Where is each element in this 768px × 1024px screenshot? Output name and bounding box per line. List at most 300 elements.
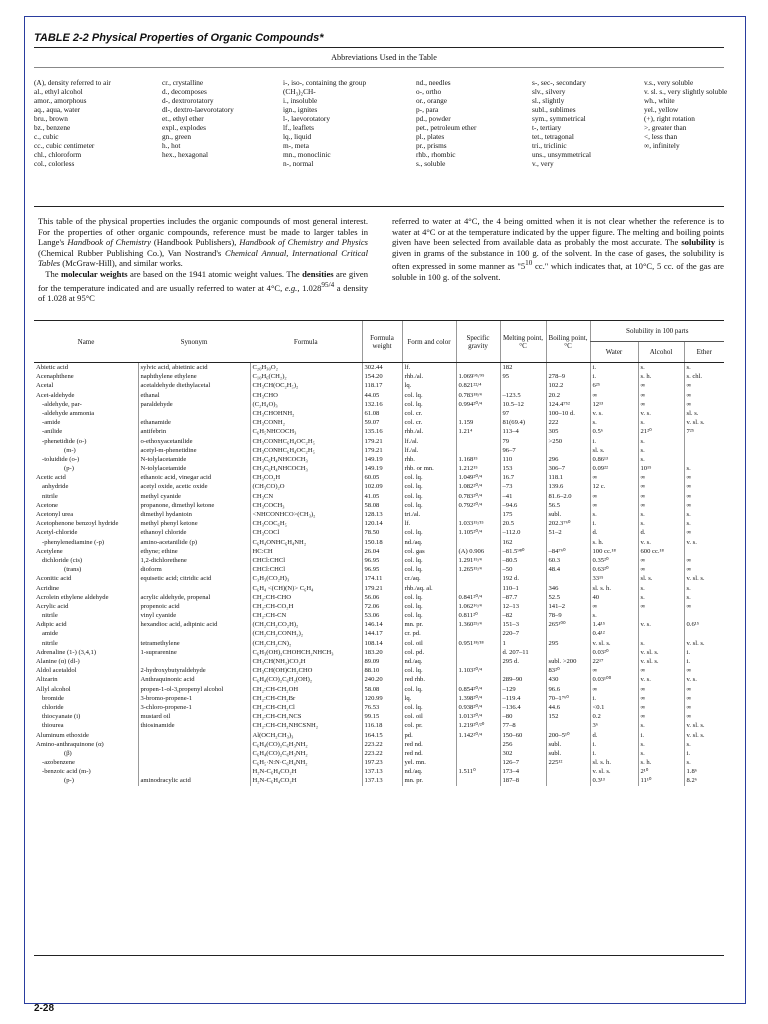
cell-formula: C₃H₃(CO₂H)₃ <box>250 574 362 583</box>
cell-ether <box>684 611 724 620</box>
table-row <box>34 657 724 666</box>
cell-alcohol: v. sl. s. <box>638 657 684 666</box>
table-row <box>34 712 724 721</box>
cell-boiling-point: 83²⁰ <box>546 666 590 675</box>
cell-boiling-point: 278–9 <box>546 372 590 381</box>
properties-table <box>34 320 724 786</box>
cell-water: 22¹⁷ <box>590 657 638 666</box>
abbreviation-entry: pet., petroleum ether <box>416 123 477 132</box>
cell-boiling-point: 152 <box>546 712 590 721</box>
cell-form-color: red rhb. <box>402 675 456 684</box>
cell-water: v. sl. s. <box>590 639 638 648</box>
abbreviation-entry: tet., tetragonal <box>532 132 574 141</box>
abbreviation-entry: chl., chloroform <box>34 150 82 159</box>
cell-formula-weight: 144.17 <box>362 629 402 638</box>
cell-specific-gravity: 1.033¹⁵/¹⁵ <box>456 519 500 528</box>
cell-water: i. <box>590 363 638 373</box>
cell-ether: sl. s. <box>684 409 724 418</box>
cell-specific-gravity: 1.265¹⁵/⁴ <box>456 565 500 574</box>
abbreviation-entry: l-, laevorotatory <box>283 114 331 123</box>
cell-form-color: red nd. <box>402 749 456 758</box>
cell-boiling-point: >250 <box>546 437 590 446</box>
cell-water: v. sl. s. <box>590 767 638 776</box>
cell-formula-weight: 78.50 <box>362 528 402 537</box>
table-row <box>34 694 724 703</box>
abbreviation-entry: c., cubic <box>34 132 59 141</box>
cell-formula: CH₃COCH₃ <box>250 501 362 510</box>
abbreviation-column <box>416 78 476 168</box>
cell-formula: CH₃CONHC₆H₄OC₂H₅ <box>250 437 362 446</box>
cell-alcohol: v. s. <box>638 409 684 418</box>
cell-water: ∞ <box>590 391 638 400</box>
cell-ether: ∞ <box>684 703 724 712</box>
cell-specific-gravity <box>456 437 500 446</box>
cell-formula-weight: 223.22 <box>362 749 402 758</box>
cell-formula: CH₃CO₂H <box>250 473 362 482</box>
table-row <box>34 675 724 684</box>
table-row <box>34 574 724 583</box>
cell-form-color: col. lq. <box>402 492 456 501</box>
table-row <box>34 584 724 593</box>
title-rule <box>34 47 724 48</box>
cell-formula-weight: 137.13 <box>362 767 402 776</box>
abbreviation-entry: nd., needles <box>416 78 451 87</box>
cell-synonym: acetaldehyde diethylacetal <box>138 381 250 390</box>
abbreviations-rule <box>34 67 724 68</box>
cell-form-color: mn. pr. <box>402 620 456 629</box>
cell-formula: CH₂:CH-CH₂Br <box>250 694 362 703</box>
cell-formula-weight: 149.19 <box>362 464 402 473</box>
table-row <box>34 464 724 473</box>
cell-formula-weight: 120.14 <box>362 519 402 528</box>
cell-alcohol: v. s. <box>638 620 684 629</box>
abbreviation-entry: al., ethyl alcohol <box>34 87 83 96</box>
cell-formula-weight: 135.16 <box>362 427 402 436</box>
cell-specific-gravity <box>456 648 500 657</box>
header-water: Water <box>590 342 638 363</box>
abbreviation-entry: or., orange <box>416 96 448 105</box>
abbreviation-entry: d., decomposes <box>162 87 207 96</box>
cell-specific-gravity: 0.854²⁰/⁴ <box>456 685 500 694</box>
cell-name: -phenetidide (o-) <box>42 437 87 445</box>
abbreviation-entry: amor., amorphous <box>34 96 87 105</box>
cell-formula-weight: 56.06 <box>362 593 402 602</box>
cell-ether: ∞ <box>684 482 724 491</box>
cell-form-color: col. lq. <box>402 482 456 491</box>
cell-boiling-point <box>546 446 590 455</box>
cell-synonym: propanone, dimethyl ketone <box>138 501 250 510</box>
cell-formula-weight: 223.22 <box>362 740 402 749</box>
cell-melting-point <box>500 381 546 390</box>
abbreviation-entry: <, less than <box>644 132 678 141</box>
cell-boiling-point: subl. <box>546 510 590 519</box>
cell-alcohol: ∞ <box>638 703 684 712</box>
cell-formula-weight: 58.08 <box>362 501 402 510</box>
table-row <box>34 620 724 629</box>
cell-name: (trans) <box>64 566 82 574</box>
cell-melting-point: 79 <box>500 437 546 446</box>
cell-melting-point: –41 <box>500 492 546 501</box>
page-number: 2-28 <box>34 1003 55 1014</box>
cell-name: Acrylic acid <box>36 602 69 610</box>
abbreviation-entry: ign., ignites <box>283 105 318 114</box>
cell-water: d. <box>590 528 638 537</box>
cell-alcohol: s. <box>638 510 684 519</box>
cell-synonym: N-tolylacetamide <box>138 455 250 464</box>
cell-name: -aldehyde, par- <box>42 400 82 408</box>
cell-alcohol: s. <box>638 593 684 602</box>
cell-form-color: red nd. <box>402 740 456 749</box>
cell-water: sl. s. h. <box>590 758 638 767</box>
cell-form-color: col. gas <box>402 547 456 556</box>
cell-form-color: nd./aq. <box>402 657 456 666</box>
cell-synonym: vinyl cyanide <box>138 611 250 620</box>
cell-melting-point: 151–3 <box>500 620 546 629</box>
header-formula-weight: Formula weight <box>362 321 402 363</box>
cell-specific-gravity <box>456 776 500 785</box>
cell-name: Alizarin <box>36 676 58 684</box>
cell-form-color: nd./aq. <box>402 538 456 547</box>
cell-specific-gravity <box>456 740 500 749</box>
cell-alcohol: ∞ <box>638 482 684 491</box>
cell-form-color: lf./al. <box>402 446 456 455</box>
cell-boiling-point: 100–10 d. <box>546 409 590 418</box>
table-row <box>34 648 724 657</box>
cell-synonym <box>138 767 250 776</box>
cell-specific-gravity: 1.142²⁰/⁴ <box>456 731 500 740</box>
cell-specific-gravity: 1.168¹⁵ <box>456 455 500 464</box>
cell-water: <0.1 <box>590 703 638 712</box>
cell-melting-point: –94.6 <box>500 501 546 510</box>
cell-melting-point: –119.4 <box>500 694 546 703</box>
cell-specific-gravity: 1.219²⁰/²⁰ <box>456 721 500 730</box>
abbreviation-entry: expl., explodes <box>162 123 206 132</box>
cell-alcohol: s. <box>638 455 684 464</box>
cell-boiling-point <box>546 721 590 730</box>
cell-specific-gravity: 1.159 <box>456 418 500 427</box>
cell-formula: <NHCONHCO>(CH₃)₂ <box>250 510 362 519</box>
cell-name: bromide <box>42 694 64 702</box>
table-row <box>34 758 724 767</box>
cell-name: -toluidide (o-) <box>42 455 80 463</box>
table-row <box>34 372 724 381</box>
cell-alcohol: ∞ <box>638 501 684 510</box>
cell-specific-gravity: 0.938²⁰/⁴ <box>456 703 500 712</box>
cell-formula-weight: 179.21 <box>362 437 402 446</box>
cell-boiling-point: 139.6 <box>546 482 590 491</box>
cell-formula-weight: 154.20 <box>362 372 402 381</box>
cell-formula: C₆H₄(CO)₂C₆H₃NH₂ <box>250 749 362 758</box>
cell-boiling-point <box>546 574 590 583</box>
cell-formula: CHCl:CHCl <box>250 565 362 574</box>
cell-melting-point: 110–1 <box>500 584 546 593</box>
cell-synonym: 3-chloro-propene-1 <box>138 703 250 712</box>
abbreviation-entry: mn., monoclinic <box>283 150 331 159</box>
cell-ether: s. <box>684 363 724 373</box>
cell-alcohol <box>638 611 684 620</box>
abbreviations-bottom-rule <box>34 206 724 207</box>
cell-specific-gravity: 1.21⁴ <box>456 427 500 436</box>
abbreviation-entry: (A), density referred to air <box>34 78 111 87</box>
cell-formula: C₆H₅NHCOCH₃ <box>250 427 362 436</box>
cell-name: dichloride (cis) <box>42 556 83 564</box>
cell-melting-point: 153 <box>500 464 546 473</box>
cell-formula-weight: 89.09 <box>362 657 402 666</box>
cell-specific-gravity <box>456 510 500 519</box>
cell-formula: C₆H₃(OH)₂CHOHCH₂NHCH₃ <box>250 648 362 657</box>
abbreviation-entry: cr., crystalline <box>162 78 204 87</box>
cell-synonym: tetramethylene <box>138 639 250 648</box>
cell-water: i. <box>590 519 638 528</box>
cell-name: nitrile <box>42 639 58 647</box>
cell-form-color: col. lq. <box>402 501 456 510</box>
cell-boiling-point: 118.1 <box>546 473 590 482</box>
cell-formula: CH₃CHO <box>250 391 362 400</box>
cell-formula-weight: 150.18 <box>362 538 402 547</box>
cell-synonym: equisetic acid; citridic acid <box>138 574 250 583</box>
abbreviation-entry: v.s., very soluble <box>644 78 694 87</box>
abbreviation-entry: pr., prisms <box>416 141 447 150</box>
abbreviation-entry: (+), right rotation <box>644 114 695 123</box>
cell-melting-point: –123.5 <box>500 391 546 400</box>
table-row <box>34 381 724 390</box>
cell-ether: i. <box>684 749 724 758</box>
cell-alcohol: s. <box>638 639 684 648</box>
abbreviation-entry: tri., triclinic <box>532 141 567 150</box>
cell-formula: CHCl:CHCl <box>250 556 362 565</box>
cell-boiling-point <box>546 776 590 785</box>
cell-synonym <box>138 584 250 593</box>
cell-formula: (CH₂CH₂CONH₂)₂ <box>250 629 362 638</box>
cell-form-color: rhb./aq. al. <box>402 584 456 593</box>
table-row <box>34 639 724 648</box>
cell-form-color: rhb. <box>402 455 456 464</box>
table-row <box>34 666 724 675</box>
cell-specific-gravity <box>456 749 500 758</box>
cell-boiling-point: 202.3⁷⁶⁰ <box>546 519 590 528</box>
abbreviation-entry: m-, meta <box>283 141 309 150</box>
cell-alcohol: s. <box>638 749 684 758</box>
cell-melting-point: 10.5–12 <box>500 400 546 409</box>
cell-boiling-point: 48.4 <box>546 565 590 574</box>
cell-formula: CH₂:CH-CH₂NHCSNH₂ <box>250 721 362 730</box>
cell-name: -amide <box>42 419 61 427</box>
abbreviation-entry: pl., plates <box>416 132 445 141</box>
cell-alcohol: s. <box>638 519 684 528</box>
abbreviation-entry: s., soluble <box>416 159 446 168</box>
cell-water: i. <box>590 437 638 446</box>
cell-name: (m-) <box>64 446 76 454</box>
cell-synonym: thiosinamide <box>138 721 250 730</box>
cell-water: 0.2 <box>590 712 638 721</box>
cell-boiling-point: 296 <box>546 455 590 464</box>
cell-formula: CH₃C₆H₄NHCOCH₃ <box>250 455 362 464</box>
cell-form-color: col. lq. <box>402 391 456 400</box>
cell-synonym: 1,2-dichlorethene <box>138 556 250 565</box>
cell-synonym <box>138 657 250 666</box>
cell-ether: s. <box>684 464 724 473</box>
cell-ether: ∞ <box>684 391 724 400</box>
cell-boiling-point: 52.5 <box>546 593 590 602</box>
cell-alcohol: 2¹⁰ <box>638 767 684 776</box>
cell-formula: C₆H₄(CO)₂C₆H₃NH₂ <box>250 740 362 749</box>
table-row <box>34 519 724 528</box>
cell-water: 0.5⁶ <box>590 427 638 436</box>
cell-form-color: col. oil <box>402 712 456 721</box>
abbreviation-entry: v., very <box>532 159 554 168</box>
cell-form-color: col. lq. <box>402 565 456 574</box>
cell-synonym: acetyl oxide, acetic oxide <box>138 482 250 491</box>
cell-formula: Al(OCH₂CH₃)₃ <box>250 731 362 740</box>
cell-melting-point: 192 d. <box>500 574 546 583</box>
cell-melting-point: 97 <box>500 409 546 418</box>
cell-water: sl. s. <box>590 446 638 455</box>
cell-ether: s. <box>684 519 724 528</box>
cell-specific-gravity: 0.783¹⁸/⁴ <box>456 391 500 400</box>
cell-boiling-point: 78–9 <box>546 611 590 620</box>
cell-form-color: col. lq. <box>402 556 456 565</box>
cell-water: 12¹³ <box>590 400 638 409</box>
cell-specific-gravity: 0.811²⁰ <box>456 611 500 620</box>
cell-form-color: rhb./al. <box>402 427 456 436</box>
header-alcohol: Alcohol <box>638 342 684 363</box>
cell-formula-weight: 146.14 <box>362 620 402 629</box>
cell-name: chloride <box>42 703 64 711</box>
header-boiling-point: Boiling point, °C <box>546 321 590 363</box>
cell-form-color: col. lq. <box>402 703 456 712</box>
cell-ether: v. sl. s. <box>684 731 724 740</box>
cell-melting-point: 173–4 <box>500 767 546 776</box>
cell-boiling-point: subl. <box>546 740 590 749</box>
cell-formula: CH₃CH(OH)CH₂CHO <box>250 666 362 675</box>
cell-synonym: acrylic aldehyde, propenal <box>138 593 250 602</box>
cell-alcohol: ∞ <box>638 666 684 675</box>
cell-boiling-point: 222 <box>546 418 590 427</box>
cell-alcohol: ∞ <box>638 712 684 721</box>
cell-specific-gravity: 1.082²⁰/⁴ <box>456 482 500 491</box>
cell-name: (p-) <box>64 777 74 785</box>
cell-ether: s. chl. <box>684 372 724 381</box>
cell-specific-gravity <box>456 409 500 418</box>
table-row <box>34 427 724 436</box>
table-row <box>34 473 724 482</box>
cell-alcohol: s. <box>638 740 684 749</box>
cell-melting-point: 113–4 <box>500 427 546 436</box>
cell-water: sl. s. h. <box>590 584 638 593</box>
cell-water: ∞ <box>590 501 638 510</box>
cell-alcohol: v. s. <box>638 538 684 547</box>
cell-formula-weight: 60.05 <box>362 473 402 482</box>
cell-formula-weight: 179.21 <box>362 584 402 593</box>
cell-melting-point: 289–90 <box>500 675 546 684</box>
cell-specific-gravity: 0.841²⁰/⁴ <box>456 593 500 602</box>
cell-melting-point: –73 <box>500 482 546 491</box>
table-row <box>34 547 724 556</box>
cell-water: 0.09²² <box>590 464 638 473</box>
abbreviation-entry: sl., slightly <box>532 96 565 105</box>
abbreviation-entry: dl-, dextro-laevorotatory <box>162 105 234 114</box>
cell-formula: C₂₀H₃₀O₂ <box>250 363 362 373</box>
table-row <box>34 391 724 400</box>
cell-water: 6²⁵ <box>590 381 638 390</box>
abbreviation-column <box>532 78 591 168</box>
cell-boiling-point <box>546 767 590 776</box>
cell-formula-weight: 120.99 <box>362 694 402 703</box>
cell-formula: CH₃CONH₂ <box>250 418 362 427</box>
cell-ether: 0.6¹⁵ <box>684 620 724 629</box>
cell-boiling-point: 44.6 <box>546 703 590 712</box>
cell-formula-weight: 132.16 <box>362 400 402 409</box>
abbreviation-entry: h., hot <box>162 141 181 150</box>
cell-synonym: ethanal <box>138 391 250 400</box>
cell-water: s. h. <box>590 538 638 547</box>
cell-form-color: col. lq. <box>402 400 456 409</box>
cell-melting-point: 95 <box>500 372 546 381</box>
cell-formula-weight: 58.08 <box>362 685 402 694</box>
cell-boiling-point: 20.2 <box>546 391 590 400</box>
table-end-rule <box>34 955 724 956</box>
cell-boiling-point: 60.3 <box>546 556 590 565</box>
abbreviation-entry: yel., yellow <box>644 105 679 114</box>
cell-ether: ∞ <box>684 381 724 390</box>
header-solubility: Solubility in 100 parts <box>590 321 724 342</box>
cell-water: 33¹⁵ <box>590 574 638 583</box>
cell-specific-gravity: 1.049²⁰/⁴ <box>456 473 500 482</box>
cell-name: Aluminum ethoxide <box>36 731 89 739</box>
cell-formula: CH₂:CH-CN <box>250 611 362 620</box>
cell-form-color: col. pr. <box>402 721 456 730</box>
cell-water: 1.4¹⁵ <box>590 620 638 629</box>
cell-name: Allyl alcohol <box>36 685 71 693</box>
cell-alcohol: 21²⁰ <box>638 427 684 436</box>
table-row <box>34 409 724 418</box>
abbreviation-entry: slv., silvery <box>532 87 566 96</box>
cell-ether: v. sl. s. <box>684 418 724 427</box>
cell-ether: ∞ <box>684 492 724 501</box>
cell-formula-weight: 76.53 <box>362 703 402 712</box>
cell-specific-gravity <box>456 574 500 583</box>
cell-formula: CH₃C₆H₄NHCOCH₃ <box>250 464 362 473</box>
cell-synonym: Anthraquinonic acid <box>138 675 250 684</box>
table-row <box>34 593 724 602</box>
cell-name: anhydride <box>42 483 69 491</box>
cell-specific-gravity: 0.951¹⁸/¹⁸ <box>456 639 500 648</box>
cell-form-color: cr. pd. <box>402 629 456 638</box>
cell-alcohol: v. sl. s. <box>638 648 684 657</box>
cell-alcohol: ∞ <box>638 602 684 611</box>
header-form-color: Form and color <box>402 321 456 363</box>
cell-melting-point: 256 <box>500 740 546 749</box>
cell-formula: (C₂H₄O)₃ <box>250 400 362 409</box>
abbreviation-entry: (CH₃)₂CH- <box>283 87 316 96</box>
cell-formula: CH₃CH(OC₂H₅)₂ <box>250 381 362 390</box>
cell-specific-gravity: 1.069⁹⁵/⁹⁵ <box>456 372 500 381</box>
table-row <box>34 363 724 373</box>
cell-name: Acenaphthene <box>36 373 74 381</box>
cell-name: Abietic acid <box>36 364 69 371</box>
cell-ether <box>684 446 724 455</box>
cell-water: d. <box>590 731 638 740</box>
abbreviation-entry: cc., cubic centimeter <box>34 141 95 150</box>
cell-boiling-point <box>546 648 590 657</box>
cell-alcohol: s. <box>638 363 684 373</box>
cell-synonym: ethanoyl chloride <box>138 528 250 537</box>
cell-synonym: sylvic acid, abietinic acid <box>138 363 250 373</box>
cell-melting-point: 220–7 <box>500 629 546 638</box>
abbreviation-entry: s-, sec-, secondary <box>532 78 586 87</box>
cell-water: v. s. <box>590 409 638 418</box>
cell-specific-gravity: 1.291¹⁵/⁴ <box>456 556 500 565</box>
